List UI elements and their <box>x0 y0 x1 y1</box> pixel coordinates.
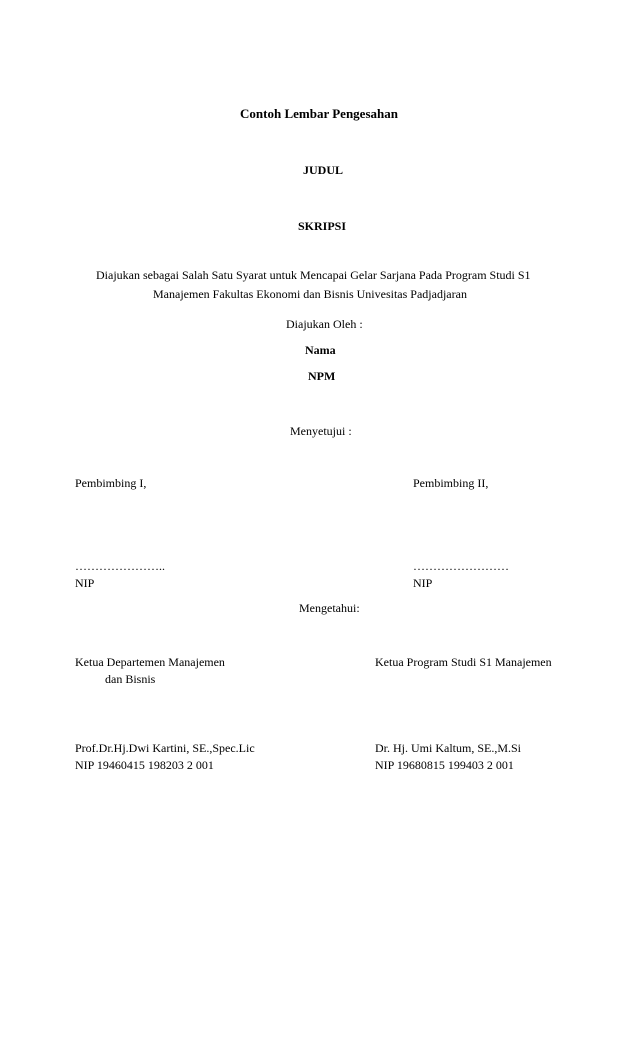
advisor-2-label: Pembimbing II, <box>413 476 489 490</box>
advisor-1-label: Pembimbing I, <box>75 476 147 490</box>
head-program-nip: NIP 19680815 199403 2 001 <box>375 758 514 772</box>
advisor-1-nip: NIP <box>75 576 95 590</box>
head-dept-label-cont: dan Bisnis <box>105 672 156 686</box>
skripsi-heading: SKRIPSI <box>298 219 347 233</box>
advisor-2-nip: NIP <box>413 576 433 590</box>
head-dept-nip: NIP 19460415 198203 2 001 <box>75 758 214 772</box>
advisor-1-signature-line: ………………….. <box>75 559 165 573</box>
purpose-line-1: Diajukan sebagai Salah Satu Syarat untuk Mencapai Gelar Sarjana Pada Program Studi S1 <box>96 268 531 282</box>
head-program-label: Ketua Program Studi S1 Manajemen <box>375 655 552 669</box>
acknowledge-label: Mengetahui: <box>299 601 360 615</box>
head-dept-label: Ketua Departemen Manajemen <box>75 655 225 669</box>
submitted-by-label: Diajukan Oleh : <box>286 317 363 331</box>
judul-heading: JUDUL <box>303 163 344 177</box>
advisor-2-signature-line: …………………… <box>413 559 509 573</box>
page-title: Contoh Lembar Pengesahan <box>240 106 398 121</box>
head-program-name: Dr. Hj. Umi Kaltum, SE.,M.Si <box>375 741 522 755</box>
approve-label: Menyetujui : <box>290 424 352 438</box>
purpose-line-2: Manajemen Fakultas Ekonomi dan Bisnis Univesitas Padjadjaran <box>153 287 467 301</box>
head-dept-name: Prof.Dr.Hj.Dwi Kartini, SE.,Spec.Lic <box>75 741 255 755</box>
npm-field: NPM <box>308 369 336 383</box>
nama-field: Nama <box>305 343 336 357</box>
